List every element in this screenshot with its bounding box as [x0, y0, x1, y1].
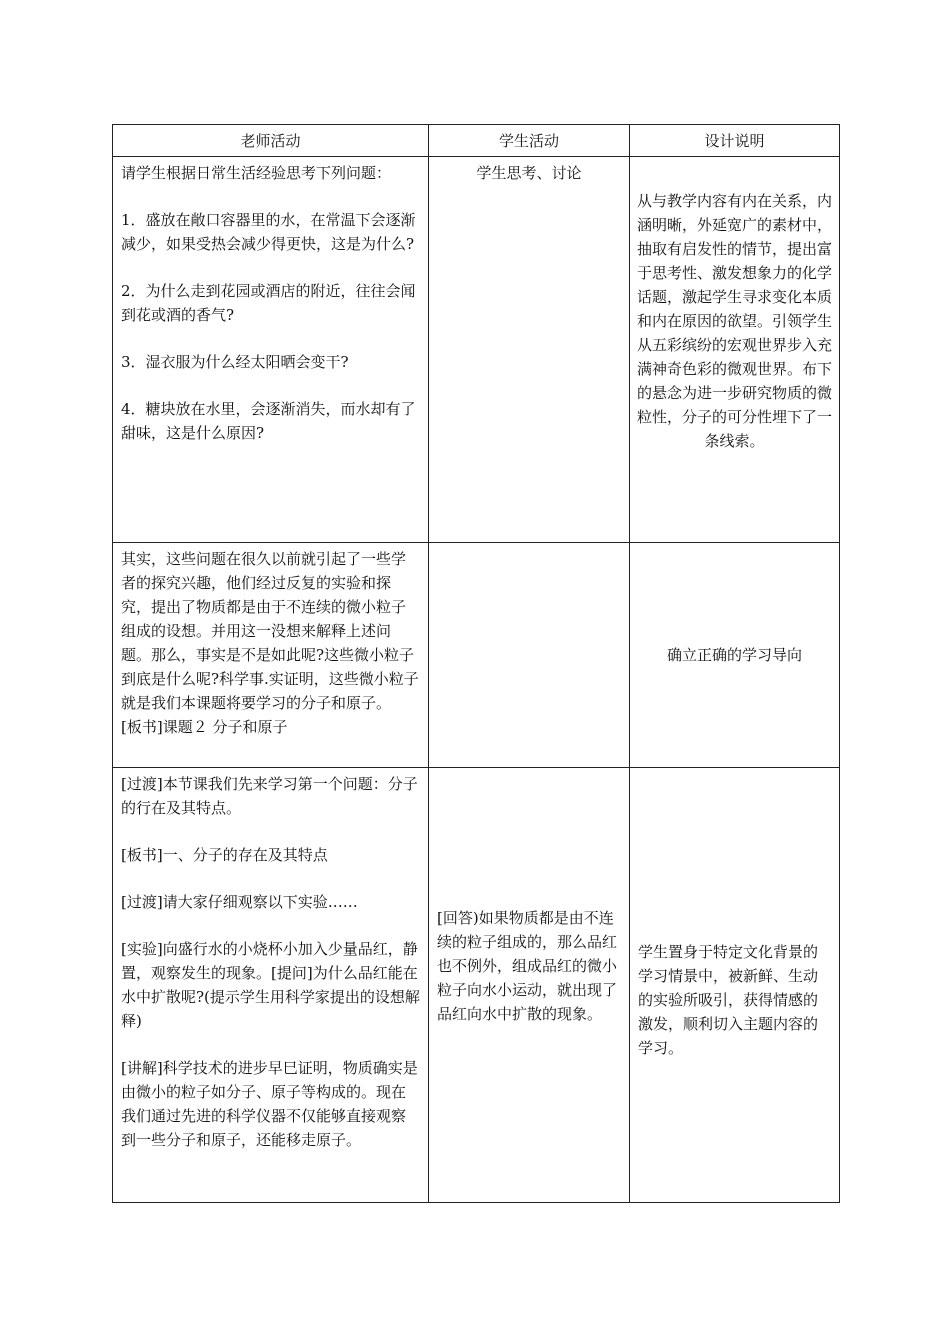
- teacher-explanation-text: 其实，这些问题在很久以前就引起了一些学者的探究兴趣，他们经过反复的实验和探究，提出了物质都是由于不连续的微小粒子组成的设想。并用这一没想来解释上述问题。那么，事实是不是如此呢?这些微小粒子到底是什么呢?科学事.实证明，这些微小粒子就是我们本课题将要学习的分子和原子。: [121, 550, 419, 712]
- student-activity-cell: [429, 543, 630, 768]
- teacher-experiment: [实验]向盛行水的小烧杯小加入少量品红，静置，观察发生的现象。[提问]为什么品红能在水中扩散呢?(提示学生用科学家提出的设想解释): [121, 940, 420, 1030]
- teacher-question-4: 4．糖块放在水里，会逐渐消失，而水却有了甜味，这是什么原因?: [121, 400, 416, 442]
- teacher-question-intro: 请学生根据日常生活经验思考下列问题：: [121, 164, 392, 182]
- design-notes-text: 从与教学内容有内在关系，内涵明晰，外延宽广的素材中，抽取有启发性的情节，提出富于思考性、激发想象力的化学话题，激起学生寻求变化本质和内在原因的欲望。引领学生从五彩缤纷的宏观世界步入充满神奇色彩的微观世界。布下的悬念为进一步研究物质的微粒性，分子的可分性埋下了一条线索。: [636, 192, 832, 450]
- header-row: [113, 125, 840, 157]
- teacher-activity-cell: [113, 543, 429, 768]
- teacher-transition-1: [过渡]本节课我们先来学习第一个问题：分子的行在及其特点。: [121, 775, 418, 817]
- design-notes-cell: [630, 768, 840, 1203]
- table-row: [113, 543, 840, 768]
- teacher-question-1: 1．盛放在敞口容器里的水，在常温下会逐渐减少，如果受热会减少得更快，这是为什么?: [121, 211, 416, 253]
- header-student-activity: 学生活动: [429, 125, 630, 157]
- table-row: [113, 768, 840, 1203]
- student-activity-text: [429, 543, 629, 551]
- teacher-question-3: 3．湿衣服为什么经太阳晒会变干?: [121, 353, 349, 371]
- header-teacher-activity: 老师活动: [113, 125, 429, 157]
- teacher-transition-2: [过渡]请大家仔细观察以下实验……: [121, 893, 358, 911]
- teacher-board-note-2: [板书]一、分子的存在及其特点: [121, 846, 328, 864]
- teacher-activity-cell: [113, 157, 429, 543]
- student-answer-text: [回答)如果物质都是由不连续的粒子组成的，那么品红也不例外，组成品红的微小粒子向水小运动，就出现了品红向水中扩散的现象。: [437, 909, 618, 1023]
- student-activity-cell: [429, 768, 630, 1203]
- student-activity-text: 学生思考、讨论: [476, 164, 582, 182]
- teacher-activity-cell: [113, 768, 429, 1203]
- student-activity-cell: [429, 157, 630, 543]
- teacher-lecture: [讲解]科学技术的进步早巳证明，物质确实是由微小的粒子如分子、原子等构成的。现在我们通过先进的科学仪器不仅能够直接观察到一些分子和原子，还能移走原子。: [121, 1059, 418, 1149]
- header-design-notes: 设计说明: [630, 125, 840, 157]
- design-notes-cell: [630, 157, 840, 543]
- design-notes-text: 确立正确的学习导向: [666, 646, 802, 664]
- lesson-plan-table: [112, 124, 840, 1203]
- teacher-board-note: [板书]课题２ 分子和原子: [121, 718, 288, 736]
- design-notes-text: 学生置身于特定文化背景的学习情景中，被新鲜、生动的实验所吸引，获得情感的激发，顺利切入主题内容的学习。: [638, 943, 819, 1057]
- table-row: [113, 157, 840, 543]
- teacher-question-2: 2．为什么走到花园或酒店的附近，往往会闻到花或酒的香气?: [121, 282, 416, 324]
- design-notes-cell: [630, 543, 840, 768]
